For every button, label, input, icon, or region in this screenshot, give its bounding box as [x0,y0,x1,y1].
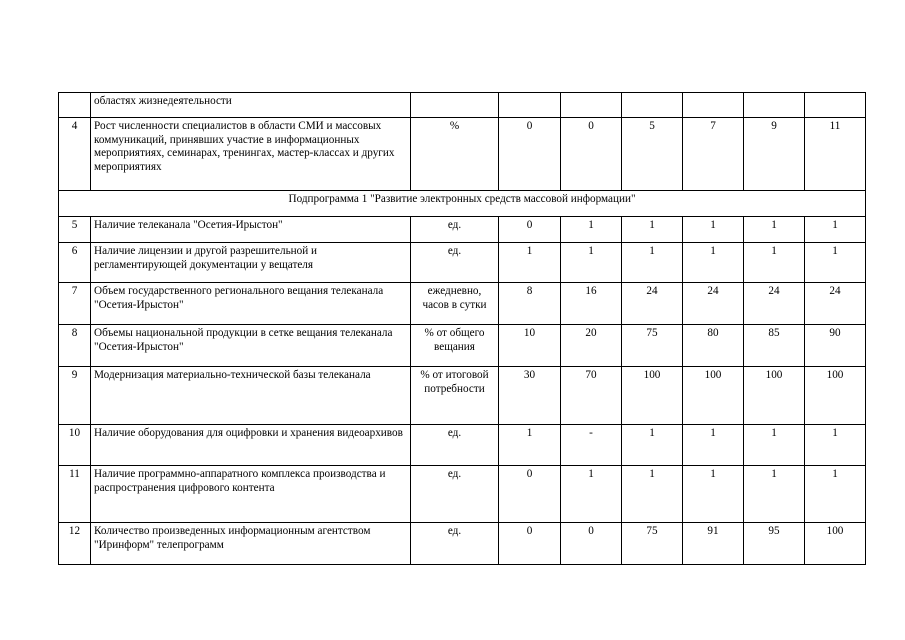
unit-of-measure: % от общего вещания [411,325,499,367]
row-number: 4 [59,118,91,191]
indicator-value [805,93,866,118]
indicator-value: 1 [805,425,866,466]
indicator-value: 24 [805,283,866,325]
table-row [59,425,866,466]
unit-of-measure: ед. [411,217,499,243]
table-row [59,243,866,283]
table-row [59,466,866,523]
indicator-value: 24 [744,283,805,325]
indicator-name: областях жизнедеятельности [91,93,411,118]
table-body-top [59,93,866,191]
table-row [59,93,866,118]
indicator-value: 0 [499,466,561,523]
indicator-value: 1 [683,243,744,283]
indicator-value: 100 [805,367,866,425]
table-body-bottom [59,217,866,565]
row-number: 12 [59,523,91,565]
indicator-value: 1 [744,425,805,466]
indicator-value: 1 [499,425,561,466]
indicator-value: 7 [683,118,744,191]
unit-of-measure: ежедневно, часов в сутки [411,283,499,325]
table-row [59,325,866,367]
indicator-value: 70 [561,367,622,425]
indicator-value: 90 [805,325,866,367]
indicator-value: 100 [744,367,805,425]
indicator-value: 1 [561,243,622,283]
table-row [59,217,866,243]
unit-of-measure: ед. [411,243,499,283]
indicator-value: 100 [683,367,744,425]
row-number: 11 [59,466,91,523]
indicator-value: 8 [499,283,561,325]
unit-of-measure: % от итоговой потребности [411,367,499,425]
table-row [59,367,866,425]
indicator-value: 1 [805,243,866,283]
indicator-value: 0 [561,523,622,565]
indicator-value [683,93,744,118]
indicator-value: 1 [683,466,744,523]
indicator-value: 20 [561,325,622,367]
indicator-value: 95 [744,523,805,565]
indicator-name: Объем государственного регионального вещания телеканала "Осетия-Ирыстон" [91,283,411,325]
section-row-group [59,191,866,217]
indicator-value: 1 [683,425,744,466]
indicator-name: Наличие программно-аппаратного комплекса производства и распространения цифрового контента [91,466,411,523]
indicator-value: 30 [499,367,561,425]
indicator-name: Модернизация материально-технической базы телеканала [91,367,411,425]
indicator-value [622,93,683,118]
indicator-value: 24 [683,283,744,325]
indicator-value: - [561,425,622,466]
indicator-value [744,93,805,118]
indicator-value: 1 [805,466,866,523]
indicator-value: 16 [561,283,622,325]
row-number [59,93,91,118]
indicator-name: Рост численности специалистов в области СМИ и массовых коммуникаций, принявших участие в информационных мероприятиях, семинарах, тренингах, мастер-классах и других мероприятиях [91,118,411,191]
indicator-value: 100 [805,523,866,565]
indicator-table [58,92,866,565]
unit-of-measure: ед. [411,523,499,565]
indicator-value: 91 [683,523,744,565]
indicator-name: Наличие оборудования для оцифровки и хранения видеоархивов [91,425,411,466]
indicator-value: 1 [561,466,622,523]
indicator-name: Наличие лицензии и другой разрешительной и регламентирующей документации у вещателя [91,243,411,283]
indicator-value: 100 [622,367,683,425]
indicator-value: 80 [683,325,744,367]
table-row [59,118,866,191]
indicator-value: 24 [622,283,683,325]
indicator-value [499,93,561,118]
indicator-value: 1 [683,217,744,243]
unit-of-measure [411,93,499,118]
row-number: 8 [59,325,91,367]
unit-of-measure: % [411,118,499,191]
indicator-value: 1 [622,243,683,283]
indicator-value: 1 [499,243,561,283]
indicator-value: 85 [744,325,805,367]
indicator-value: 1 [805,217,866,243]
indicator-value: 0 [499,118,561,191]
row-number: 9 [59,367,91,425]
indicator-value: 1 [744,466,805,523]
indicator-value: 10 [499,325,561,367]
indicator-value: 1 [744,217,805,243]
indicator-value [561,93,622,118]
indicator-value: 1 [561,217,622,243]
table-row [59,283,866,325]
unit-of-measure: ед. [411,425,499,466]
unit-of-measure: ед. [411,466,499,523]
table-row [59,523,866,565]
indicator-value: 5 [622,118,683,191]
row-number: 6 [59,243,91,283]
row-number: 10 [59,425,91,466]
indicator-value: 1 [622,466,683,523]
indicator-value: 1 [744,243,805,283]
row-number: 5 [59,217,91,243]
indicator-value: 1 [622,425,683,466]
indicator-value: 75 [622,325,683,367]
indicator-value: 11 [805,118,866,191]
subprogram-title: Подпрограмма 1 "Развитие электронных средств массовой информации" [59,191,866,217]
row-number: 7 [59,283,91,325]
section-row [59,191,866,217]
indicator-value: 75 [622,523,683,565]
indicator-name: Количество произведенных информационным агентством "Иринформ" телепрограмм [91,523,411,565]
indicator-name: Наличие телеканала "Осетия-Ирыстон" [91,217,411,243]
indicator-value: 1 [622,217,683,243]
indicator-value: 0 [499,523,561,565]
indicator-value: 9 [744,118,805,191]
indicator-name: Объемы национальной продукции в сетке вещания телеканала "Осетия-Ирыстон" [91,325,411,367]
indicator-value: 0 [499,217,561,243]
indicator-value: 0 [561,118,622,191]
